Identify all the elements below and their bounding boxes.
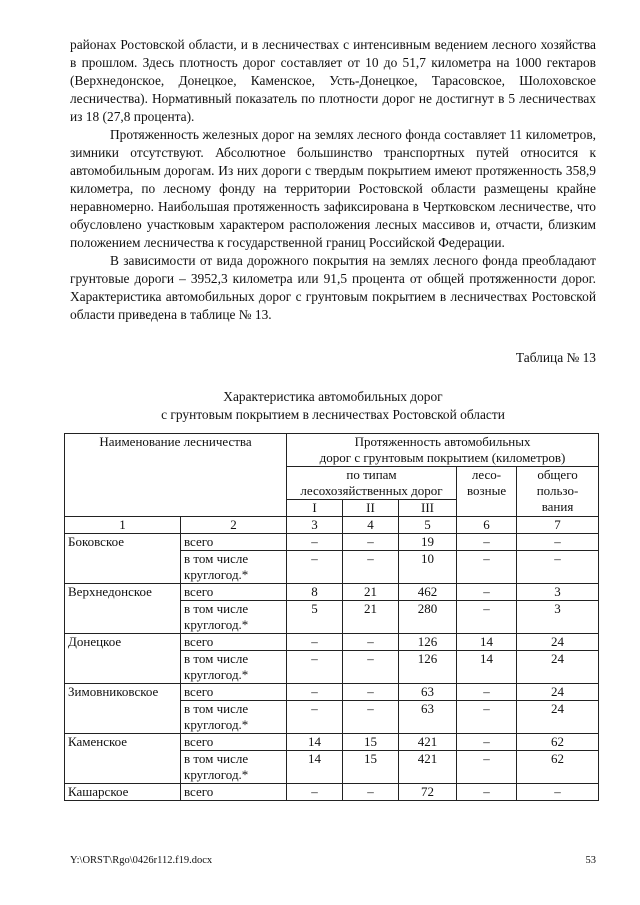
value-cell: – — [343, 784, 399, 801]
header-public-line-2: пользо- — [536, 483, 579, 498]
value-cell: 8 — [287, 584, 343, 601]
table-title — [70, 388, 596, 424]
roads-table — [64, 433, 599, 801]
value-cell: – — [287, 534, 343, 551]
row-label-line: всего — [184, 784, 214, 799]
row-label — [181, 551, 287, 584]
header-type-ii: II — [343, 500, 399, 517]
value-cell: – — [343, 701, 399, 734]
row-label — [181, 751, 287, 784]
value-cell: 21 — [343, 584, 399, 601]
value-cell: – — [343, 684, 399, 701]
table-row — [65, 584, 599, 601]
row-label — [181, 684, 287, 701]
row-label — [181, 651, 287, 684]
header-name: Наименование лесничества — [99, 434, 252, 449]
value-cell: 3 — [517, 584, 599, 601]
body-text — [70, 36, 596, 324]
value-cell: 14 — [457, 634, 517, 651]
column-number: 1 — [65, 517, 181, 534]
value-cell: – — [343, 651, 399, 684]
column-number: 6 — [457, 517, 517, 534]
row-label — [181, 584, 287, 601]
forestry-name: Донецкое — [65, 634, 181, 684]
value-cell: 63 — [399, 701, 457, 734]
header-public-cell — [517, 467, 599, 517]
header-length-line-1: Протяженность автомобильных — [354, 434, 531, 449]
value-cell: – — [457, 684, 517, 701]
value-cell: 14 — [287, 734, 343, 751]
forestry-name: Кашарское — [65, 784, 181, 801]
paragraph-3: В зависимости от вида дорожного покрытия на землях лесного фонда преобладают грунтовые дороги – 3952,3 километра или 91,5 процента от общей протяженности дорог. Характеристика автомобильных дорог с грунтовым покрытием в лесничествах Ростовской области приведена в таблице № 13. — [70, 253, 596, 322]
value-cell: 462 — [399, 584, 457, 601]
header-forest-cell — [457, 467, 517, 517]
value-cell: 126 — [399, 651, 457, 684]
value-cell: – — [457, 751, 517, 784]
forestry-name: Каменское — [65, 734, 181, 784]
value-cell: 421 — [399, 734, 457, 751]
row-label-line: круглогод.* — [184, 567, 249, 582]
row-label-line: круглогод.* — [184, 667, 249, 682]
value-cell: – — [457, 534, 517, 551]
row-label-line: круглогод.* — [184, 767, 249, 782]
forestry-name: Зимовниковское — [65, 684, 181, 734]
paragraph-2: Протяженность железных дорог на землях лесного фонда составляет 11 километров, зимники отсутствуют. Абсолютное большинство транспортных путей относится к автомобильным дорогам. Из них дороги с твердым покрытием имеют протяженность 358,9 километра, по лесному фонду на территории Ростовской области размещены крайне неравномерно. Наибольшая протяженность зафиксирована в Чертковском лесничестве, что обусловлено участковым характером расположения лесных массивов и, отчасти, близким положением лесничества к государственной границ Российской Федерации. — [70, 127, 596, 250]
value-cell: – — [287, 634, 343, 651]
column-numbers-row — [65, 517, 599, 534]
table-row — [65, 534, 599, 551]
row-label-line: в том числе — [184, 701, 249, 716]
header-by-type-line-1: по типам — [346, 467, 397, 482]
value-cell: 24 — [517, 634, 599, 651]
row-label-line: в том числе — [184, 651, 249, 666]
value-cell: 19 — [399, 534, 457, 551]
row-label-line: всего — [184, 684, 214, 699]
value-cell: 14 — [457, 651, 517, 684]
row-label-line: круглогод.* — [184, 717, 249, 732]
value-cell: – — [457, 584, 517, 601]
row-label-line: всего — [184, 534, 214, 549]
value-cell: – — [457, 701, 517, 734]
row-label-line: всего — [184, 584, 214, 599]
value-cell: 63 — [399, 684, 457, 701]
value-cell: 72 — [399, 784, 457, 801]
header-by-type-cell — [287, 467, 457, 500]
row-label — [181, 534, 287, 551]
table-row — [65, 734, 599, 751]
value-cell: – — [343, 534, 399, 551]
footer-page-number: 53 — [585, 855, 596, 866]
header-row-1 — [65, 434, 599, 467]
value-cell: 280 — [399, 601, 457, 634]
table-title-line-2: с грунтовым покрытием в лесничествах Ростовской области — [161, 407, 505, 422]
row-label-line: в том числе — [184, 601, 249, 616]
table-body — [65, 534, 599, 801]
table-title-line-1: Характеристика автомобильных дорог — [223, 389, 443, 404]
forestry-name: Боковское — [65, 534, 181, 584]
value-cell: 24 — [517, 701, 599, 734]
row-label — [181, 601, 287, 634]
value-cell: – — [287, 651, 343, 684]
value-cell: – — [457, 551, 517, 584]
header-public-line-1: общего — [537, 467, 578, 482]
value-cell: – — [287, 701, 343, 734]
value-cell: – — [517, 534, 599, 551]
row-label — [181, 634, 287, 651]
header-length-cell — [287, 434, 599, 467]
column-number: 7 — [517, 517, 599, 534]
header-length-line-2: дорог с грунтовым покрытием (километров) — [319, 450, 566, 465]
column-number: 4 — [343, 517, 399, 534]
value-cell: – — [517, 784, 599, 801]
header-type-iii: III — [399, 500, 457, 517]
value-cell: – — [343, 551, 399, 584]
value-cell: 10 — [399, 551, 457, 584]
header-public-line-3: вания — [541, 499, 574, 514]
value-cell: 24 — [517, 651, 599, 684]
value-cell: 62 — [517, 734, 599, 751]
row-label-line: в том числе — [184, 551, 249, 566]
row-label-line: круглогод.* — [184, 617, 249, 632]
row-label — [181, 784, 287, 801]
value-cell: – — [287, 551, 343, 584]
column-number: 5 — [399, 517, 457, 534]
value-cell: 3 — [517, 601, 599, 634]
header-forest-line-2: возные — [466, 483, 507, 498]
value-cell: 21 — [343, 601, 399, 634]
column-number: 3 — [287, 517, 343, 534]
table-row — [65, 634, 599, 651]
value-cell: 24 — [517, 684, 599, 701]
value-cell: – — [457, 784, 517, 801]
value-cell: – — [517, 551, 599, 584]
row-label-line: всего — [184, 634, 214, 649]
paragraph-1: районах Ростовской области, и в лесничествах с интенсивным ведением лесного хозяйства в прошлом. Здесь плотность дорог составляет от 10 до 51,7 километра на 1000 гектаров (Верхнедонское, Донецкое, Каменское, Усть-Донецкое, Тарасовское, Шолоховское лесничества). Нормативный показатель по плотности дорог не достигнут в 5 лесничествах из 18 (27,8 процента). — [70, 37, 596, 124]
value-cell: 14 — [287, 751, 343, 784]
value-cell: – — [287, 784, 343, 801]
header-type-i: I — [287, 500, 343, 517]
row-label-line: в том числе — [184, 751, 249, 766]
value-cell: 62 — [517, 751, 599, 784]
value-cell: – — [343, 634, 399, 651]
value-cell: 15 — [343, 751, 399, 784]
value-cell: 5 — [287, 601, 343, 634]
forestry-name: Верхнедонское — [65, 584, 181, 634]
header-by-type-line-2: лесохозяйственных дорог — [300, 483, 443, 498]
row-label — [181, 734, 287, 751]
footer-file-path: Y:\ORST\Rgo\0426r112.f19.docx — [70, 855, 213, 866]
value-cell: 126 — [399, 634, 457, 651]
row-label — [181, 701, 287, 734]
value-cell: – — [287, 684, 343, 701]
table-number: Таблица № 13 — [515, 350, 596, 365]
value-cell: 421 — [399, 751, 457, 784]
value-cell: – — [457, 734, 517, 751]
row-label-line: всего — [184, 734, 214, 749]
value-cell: – — [457, 601, 517, 634]
header-forest-line-1: лесо- — [471, 467, 502, 482]
table-row — [65, 684, 599, 701]
table-row — [65, 784, 599, 801]
value-cell: 15 — [343, 734, 399, 751]
header-name-cell — [65, 434, 287, 517]
column-number: 2 — [181, 517, 287, 534]
